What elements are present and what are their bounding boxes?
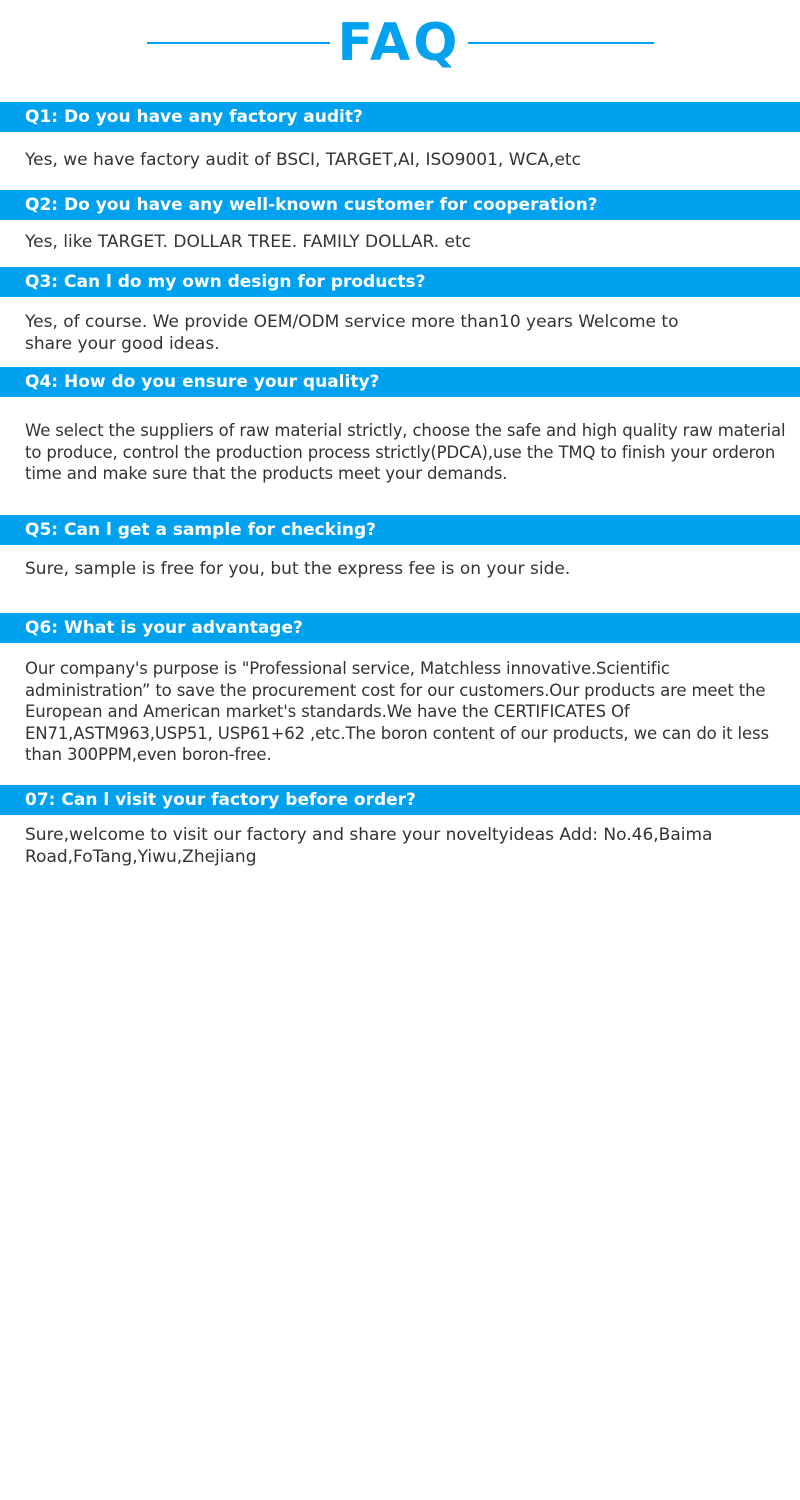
faq-answer-5: Sure, sample is free for you, but the express fee is on your side. bbox=[25, 559, 571, 579]
faq-header bbox=[0, 0, 800, 90]
faq-answer-3: Yes, of course. We provide OEM/ODM service more than10 years Welcome to share your good ideas. bbox=[25, 312, 679, 354]
faq-question-7: 07: Can l visit your factory before order? bbox=[0, 785, 800, 815]
title-divider-right bbox=[468, 42, 654, 44]
faq-answer-1: Yes, we have factory audit of BSCI, TARGET,AI, ISO9001, WCA,etc bbox=[25, 150, 581, 170]
faq-question-1: Q1: Do you have any factory audit? bbox=[0, 102, 800, 132]
faq-question-2: Q2: Do you have any well-known customer for cooperation? bbox=[0, 190, 800, 220]
faq-question-6: Q6: What is your advantage? bbox=[0, 613, 800, 643]
faq-question-4: Q4: How do you ensure your quality? bbox=[0, 367, 800, 397]
faq-question-5: Q5: Can l get a sample for checking? bbox=[0, 515, 800, 545]
faq-answer-7: Sure,welcome to visit our factory and share your noveltyideas Add: No.46,Baima Road,FoTang,Yiwu,Zhejiang bbox=[25, 825, 713, 867]
page-title: FAQ bbox=[337, 13, 461, 73]
title-divider-left bbox=[147, 42, 330, 44]
faq-answer-6: Our company's purpose is "Professional service, Matchless innovative.Scientific administration” to save the procurement cost for our customers.Our products are meet the European and American market's standards.We have the CERTIFICATES Of EN71,ASTM963,USP51, USP61+62 ,etc.The boron content of our products, we can do it less than 300PPM,even boron-free. bbox=[25, 659, 769, 764]
faq-answer-4: We select the suppliers of raw material strictly, choose the safe and high quality raw material to produce, control the production process strictly(PDCA),use the TMQ to finish your orderon time and make sure that the products meet your demands. bbox=[25, 421, 786, 483]
faq-question-3: Q3: Can l do my own design for products? bbox=[0, 267, 800, 297]
faq-answer-2: Yes, like TARGET. DOLLAR TREE. FAMILY DOLLAR. etc bbox=[25, 232, 471, 252]
